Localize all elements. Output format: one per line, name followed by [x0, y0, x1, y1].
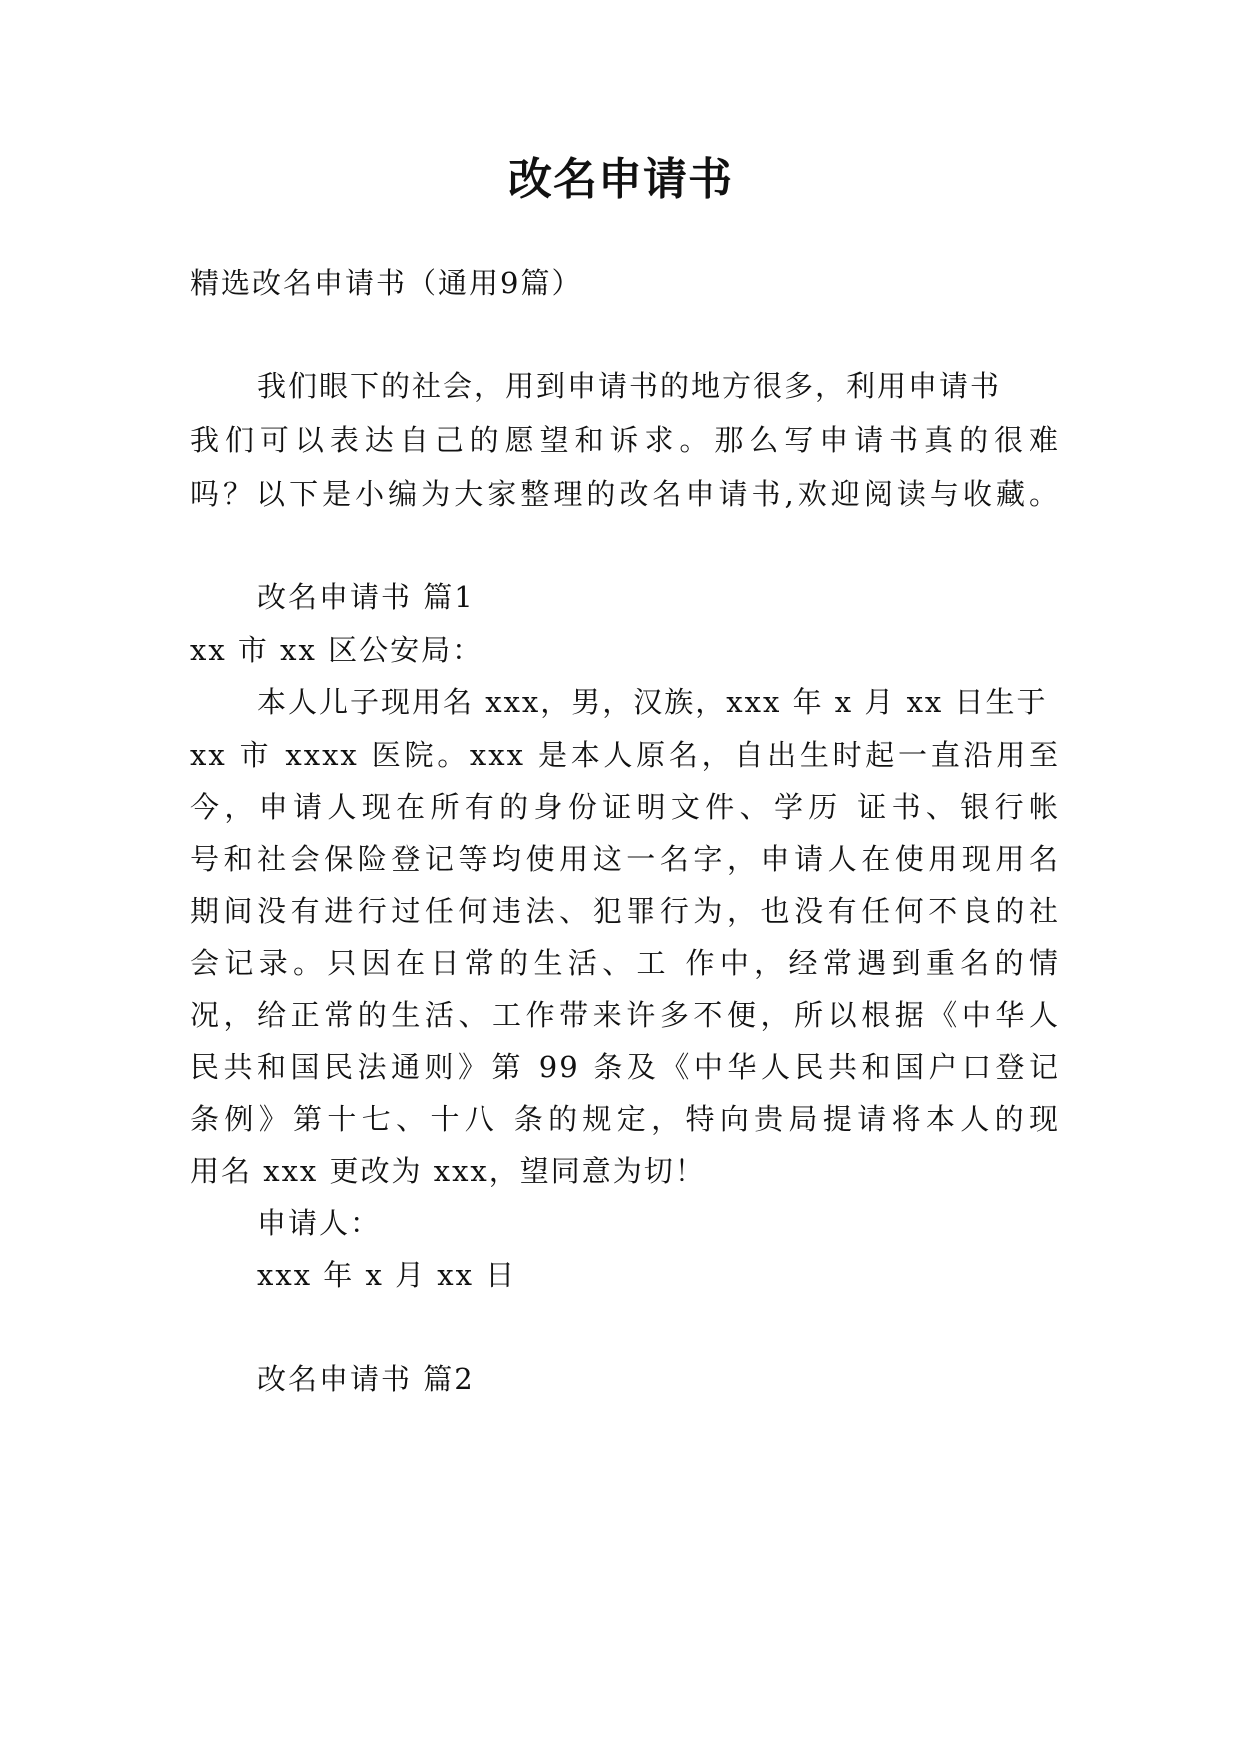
section-1-body-line: 用名 xxx 更改为 xxx，望同意为切！ — [190, 1154, 706, 1188]
section-1-body-line: 民共和国民法通则》第 99 条及《中华人民共和国户口登记 — [190, 1050, 1060, 1084]
intro-line-1: 我们眼下的社会，用到申请书的地方很多，利用申请书 — [257, 369, 1002, 403]
section-1-addressee: xx 市 xx 区公安局： — [190, 633, 484, 667]
document-subtitle: 精选改名申请书（通用9篇） — [190, 266, 583, 300]
document-title: 改名申请书 — [508, 154, 733, 205]
intro-line-3: 吗？以下是小编为大家整理的改名申请书,欢迎阅读与收藏。 — [190, 477, 1060, 511]
section-1-body-line: 号和社会保险登记等均使用这一名字，申请人在使用现用名 — [190, 842, 1060, 876]
section-1-body-line: 本人儿子现用名 xxx，男，汉族，xxx 年 x 月 xx 日生于 — [257, 685, 1048, 719]
signature-label: 申请人： — [257, 1206, 382, 1240]
signature-date: xxx 年 x 月 xx 日 — [257, 1258, 517, 1292]
section-1-body-line: xx 市 xxxx 医院。xxx 是本人原名，自出生时起一直沿用至 — [190, 738, 1060, 772]
section-1-body-line: 条例》第十七、十八 条的规定，特向贵局提请将本人的现 — [190, 1102, 1060, 1136]
section-1-heading: 改名申请书 篇1 — [257, 580, 475, 614]
section-1-body-line: 期间没有进行过任何违法、犯罪行为，也没有任何不良的社 — [190, 894, 1060, 928]
section-2-heading: 改名申请书 篇2 — [257, 1362, 475, 1396]
section-1-body-line: 今，申请人现在所有的身份证明文件、学历 证书、银行帐 — [190, 790, 1060, 824]
section-1-body-line: 会记录。只因在日常的生活、工 作中，经常遇到重名的情 — [190, 946, 1060, 980]
intro-line-2: 我们可以表达自己的愿望和诉求。那么写申请书真的很难 — [190, 423, 1060, 457]
section-1-body-line: 况，给正常的生活、工作带来许多不便，所以根据《中华人 — [190, 998, 1060, 1032]
